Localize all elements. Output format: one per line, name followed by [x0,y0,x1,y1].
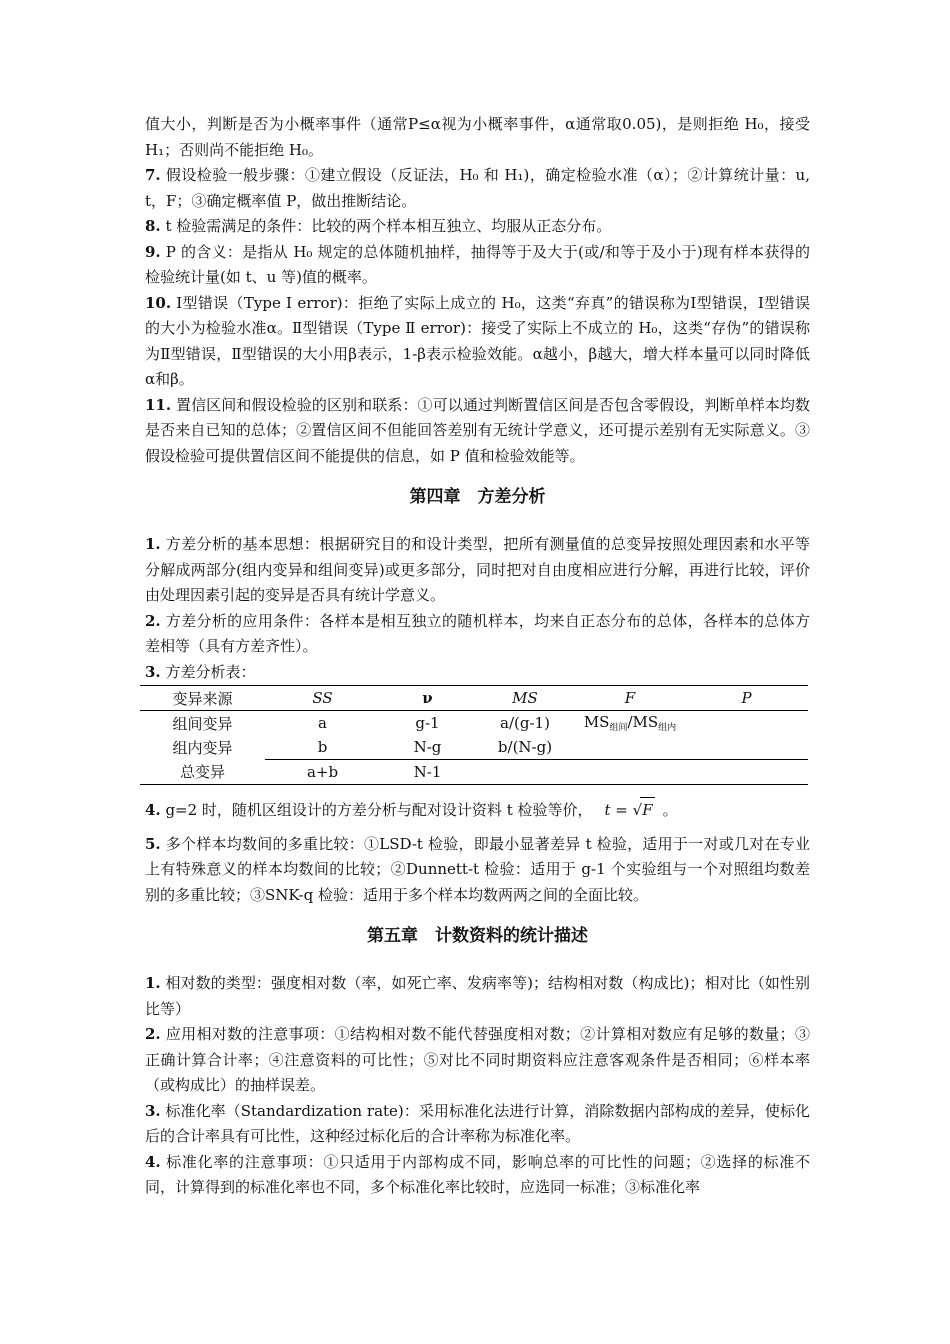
sqrt-formula: t = √F [605,801,655,819]
anova-header-ss: SS [265,686,380,711]
ch3-item-9: 9. P 的含义：是指从 H₀ 规定的总体随机抽样，抽得等于及大于(或/和等于及小于)现有样本获得的检验统计量(如 t、u 等)值的概率。 [145,242,810,286]
anova-header-row [140,686,808,711]
anova-cell: g-1 [415,714,440,732]
ch4-item-3: 3. 方差分析表： [145,662,256,681]
ch3-item-8: 8. t 检验需满足的条件：比较的两个样本相互独立、均服从正态分布。 [145,217,612,235]
anova-header-source: 变异来源 [140,686,265,711]
chapter4-title: 第四章 方差分析 [409,487,546,507]
ch3-item-7: 7. 假设检验一般步骤：①建立假设（反证法，H₀ 和 H₁)，确定检验水准（α）；②计算统计量：u, t，F；③确定概率值 P，做出推断结论。 [145,166,810,210]
anova-cell: a [318,714,327,732]
anova-header-df: ν [380,686,475,711]
ch3-item-11: 11. 置信区间和假设检验的区别和联系：①可以通过判断置信区间是否包含零假设，判断单样本均数是否来自已知的总体；②置信区间不但能回答差别有无统计学意义，还可提示差别有无实际意义。③假设检验可提供置信区间不能提供的信息，如 P 值和检验效能等。 [145,395,810,465]
ch4-item-5: 5. 多个样本均数间的多重比较：①LSD-t 检验，即最小显著差异 t 检验，适用于一对或几对在专业上有特殊意义的样本均数间的比较；②Dunnett-t 检验：适用于 g-1 个实验组与一个对照组均数差别的多重比较；③SNK-q 检验：适用于多个样本均数两两之间的全面比较。 [145,834,810,904]
anova-cell: 组间变异 [172,714,233,733]
ch4-item-4: 4. g=2 时，随机区组设计的方差分析与配对设计资料 t 检验等价， t = √F 。 [145,797,810,824]
anova-cell [685,711,808,736]
anova-cell: N-1 [380,760,475,785]
anova-cell: b/(N-g) [497,738,553,756]
anova-row-within [140,735,808,760]
anova-cell: 总变异 [140,760,265,785]
chapter5-title: 第五章 计数资料的统计描述 [367,926,588,946]
anova-header-p: P [685,686,808,711]
ch3-item-6-cont: 值大小，判断是否为小概率事件（通常P≤α视为小概率事件，α通常取0.05)，是则拒绝 H₀，接受 H₁；否则尚不能拒绝 H₀。 [145,115,810,159]
anova-table [140,685,808,785]
document-page [145,112,810,1201]
ch5-item-4: 4. 标准化率的注意事项：①只适用于内部构成不同，影响总率的可比性的问题；②选择的标准不同，计算得到的标准化率也不同，多个标准化率比较时，应选同一标准；③标准化率 [145,1152,810,1196]
ch3-item-10: 10. Ⅰ型错误（Type Ⅰ error)：拒绝了实际上成立的 H₀，这类“弃真”的错误称为Ⅰ型错误，Ⅰ型错误的大小为检验水准α。Ⅱ型错误（Type Ⅱ error)：接受了实际上不成立的 H₀，这类“存伪”的错误称为Ⅱ型错误，Ⅱ型错误的大小用β表示，1-β表示检验效能。α越小，β越大，增大样本量可以同时降低α和β。 [145,293,810,388]
anova-row-total [140,760,808,785]
anova-cell [685,760,808,785]
ch5-item-1: 1. 相对数的类型：强度相对数（率，如死亡率、发病率等)；结构相对数（构成比)；相对比（如性别比等） [145,974,810,1018]
anova-cell: b [317,738,328,756]
anova-cell: a+b [265,760,380,785]
anova-cell: a/(g-1) [500,714,550,732]
anova-header-ms: MS [475,686,575,711]
anova-cell: N-g [413,738,442,756]
ch5-item-2: 2. 应用相对数的注意事项：①结构相对数不能代替强度相对数；②计算相对数应有足够的数量；③正确计算合计率；④注意资料的可比性；⑤对比不同时期资料应注意客观条件是否相同；⑥样本率（或构成比）的抽样误差。 [145,1025,810,1094]
anova-cell: 组内变异 [172,738,233,757]
anova-cell-f-formula: $MS_{组间}/MS_{组内}$ [583,713,677,733]
anova-cell [475,760,575,785]
anova-row-between [140,711,808,736]
ch4-item-1: 1. 方差分析的基本思想：根据研究目的和设计类型，把所有测量值的总变异按照处理因素和水平等分解成两部分(组内变异和组间变异)或更多部分，同时把对自由度相应进行分解，再进行比较，评价由处理因素引起的变异是否具有统计学意义。 [145,535,810,604]
anova-header-f: F [575,686,685,711]
ch5-item-3: 3. 标准化率（Standardization rate)：采用标准化法进行计算，消除数据内部构成的差异，使标化后的合计率具有可比性，这种经过标化后的合计率称为标准化率。 [145,1101,810,1145]
anova-cell [575,760,685,785]
anova-cell [685,735,808,760]
anova-cell [575,735,685,760]
ch4-item-2: 2. 方差分析的应用条件：各样本是相互独立的随机样本，均来自正态分布的总体，各样本的总体方差相等（具有方差齐性）。 [145,611,810,655]
